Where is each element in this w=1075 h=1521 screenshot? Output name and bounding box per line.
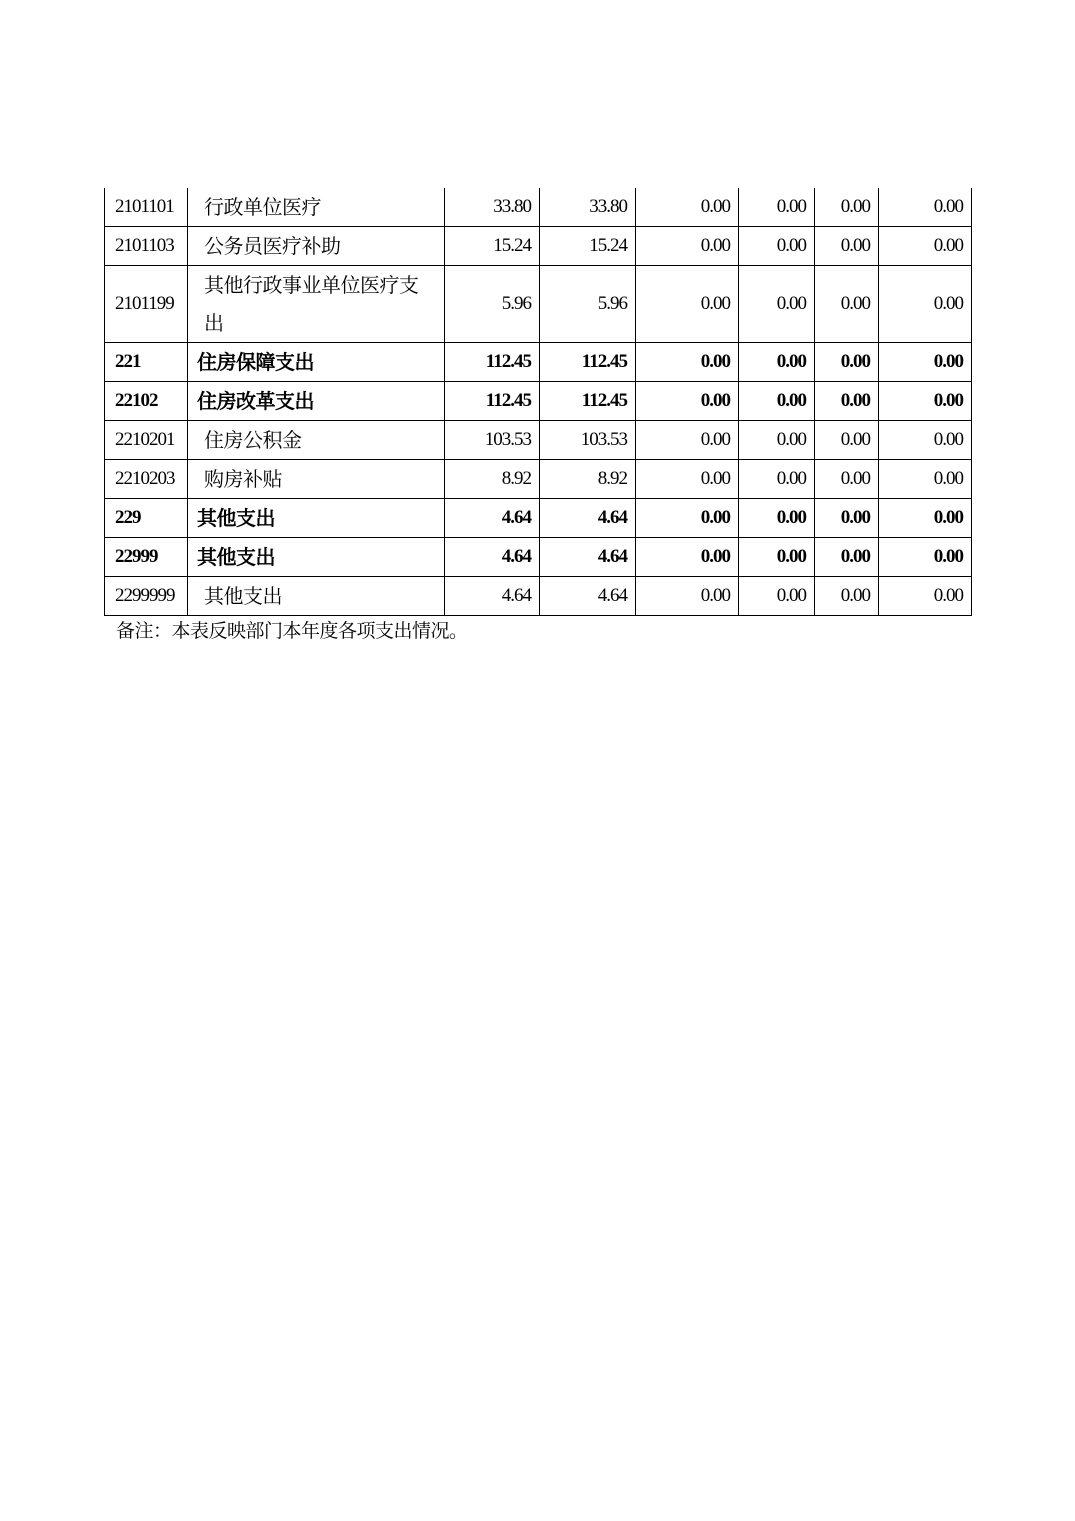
row-value-col4: 0.00: [739, 266, 815, 343]
row-value-basic: 15.24: [540, 227, 636, 266]
row-value-col4: 0.00: [739, 343, 815, 382]
row-value-basic: 112.45: [540, 343, 636, 382]
table-row: [105, 382, 972, 421]
row-name: 购房补贴: [188, 460, 445, 499]
row-value-basic: 4.64: [540, 577, 636, 616]
table-row: [105, 188, 972, 227]
row-code: 2101103: [105, 227, 188, 266]
row-value-project: 0.00: [636, 266, 739, 343]
table-row: [105, 227, 972, 266]
row-name: 住房保障支出: [188, 343, 445, 382]
row-code: 2101199: [105, 266, 188, 343]
table-row: [105, 577, 972, 616]
row-value-total: 4.64: [445, 577, 540, 616]
row-code: 22999: [105, 538, 188, 577]
row-value-col5: 0.00: [815, 382, 879, 421]
expenditure-table: [104, 188, 972, 616]
row-value-basic: 8.92: [540, 460, 636, 499]
row-value-project: 0.00: [636, 538, 739, 577]
row-name: 其他支出: [188, 577, 445, 616]
row-value-col6: 0.00: [879, 188, 972, 227]
row-name: 其他支出: [188, 538, 445, 577]
row-value-project: 0.00: [636, 421, 739, 460]
row-name: 其他行政事业单位医疗支出: [188, 266, 445, 343]
row-value-total: 4.64: [445, 538, 540, 577]
row-value-col4: 0.00: [739, 227, 815, 266]
row-value-project: 0.00: [636, 188, 739, 227]
row-code: 2101101: [105, 188, 188, 227]
row-value-basic: 4.64: [540, 499, 636, 538]
row-value-basic: 4.64: [540, 538, 636, 577]
row-value-total: 112.45: [445, 382, 540, 421]
row-name: 公务员医疗补助: [188, 227, 445, 266]
row-value-col4: 0.00: [739, 538, 815, 577]
row-value-col5: 0.00: [815, 421, 879, 460]
row-code: 221: [105, 343, 188, 382]
row-value-col6: 0.00: [879, 343, 972, 382]
row-value-basic: 103.53: [540, 421, 636, 460]
row-value-project: 0.00: [636, 499, 739, 538]
row-code: 22102: [105, 382, 188, 421]
row-value-total: 5.96: [445, 266, 540, 343]
table-row: [105, 499, 972, 538]
row-value-col5: 0.00: [815, 538, 879, 577]
row-value-col5: 0.00: [815, 343, 879, 382]
row-value-col5: 0.00: [815, 227, 879, 266]
row-value-col4: 0.00: [739, 499, 815, 538]
row-name: 住房公积金: [188, 421, 445, 460]
expenditure-table-container: [104, 188, 971, 616]
row-value-col4: 0.00: [739, 382, 815, 421]
row-value-total: 4.64: [445, 499, 540, 538]
row-value-total: 33.80: [445, 188, 540, 227]
row-value-total: 112.45: [445, 343, 540, 382]
row-name: 行政单位医疗: [188, 188, 445, 227]
row-value-col4: 0.00: [739, 460, 815, 499]
row-value-col6: 0.00: [879, 499, 972, 538]
row-value-basic: 112.45: [540, 382, 636, 421]
row-code: 229: [105, 499, 188, 538]
row-value-col4: 0.00: [739, 577, 815, 616]
table-row: [105, 421, 972, 460]
table-note: 备注：本表反映部门本年度各项支出情况。: [116, 620, 468, 642]
row-value-col6: 0.00: [879, 227, 972, 266]
row-value-total: 103.53: [445, 421, 540, 460]
row-value-total: 8.92: [445, 460, 540, 499]
row-value-col6: 0.00: [879, 421, 972, 460]
row-value-project: 0.00: [636, 343, 739, 382]
row-value-basic: 33.80: [540, 188, 636, 227]
row-name: 住房改革支出: [188, 382, 445, 421]
row-value-col6: 0.00: [879, 266, 972, 343]
table-row: [105, 343, 972, 382]
row-value-col5: 0.00: [815, 460, 879, 499]
row-value-col5: 0.00: [815, 266, 879, 343]
row-value-project: 0.00: [636, 382, 739, 421]
table-row: [105, 266, 972, 343]
row-value-col4: 0.00: [739, 421, 815, 460]
row-code: 2299999: [105, 577, 188, 616]
row-value-basic: 5.96: [540, 266, 636, 343]
row-value-total: 15.24: [445, 227, 540, 266]
row-value-col6: 0.00: [879, 538, 972, 577]
row-value-col5: 0.00: [815, 577, 879, 616]
row-name: 其他支出: [188, 499, 445, 538]
table-row: [105, 538, 972, 577]
row-value-project: 0.00: [636, 227, 739, 266]
row-code: 2210201: [105, 421, 188, 460]
table-row: [105, 460, 972, 499]
row-value-project: 0.00: [636, 460, 739, 499]
row-value-col4: 0.00: [739, 188, 815, 227]
row-value-col6: 0.00: [879, 460, 972, 499]
row-value-col6: 0.00: [879, 577, 972, 616]
row-value-col5: 0.00: [815, 188, 879, 227]
row-value-col6: 0.00: [879, 382, 972, 421]
row-value-project: 0.00: [636, 577, 739, 616]
row-value-col5: 0.00: [815, 499, 879, 538]
row-code: 2210203: [105, 460, 188, 499]
